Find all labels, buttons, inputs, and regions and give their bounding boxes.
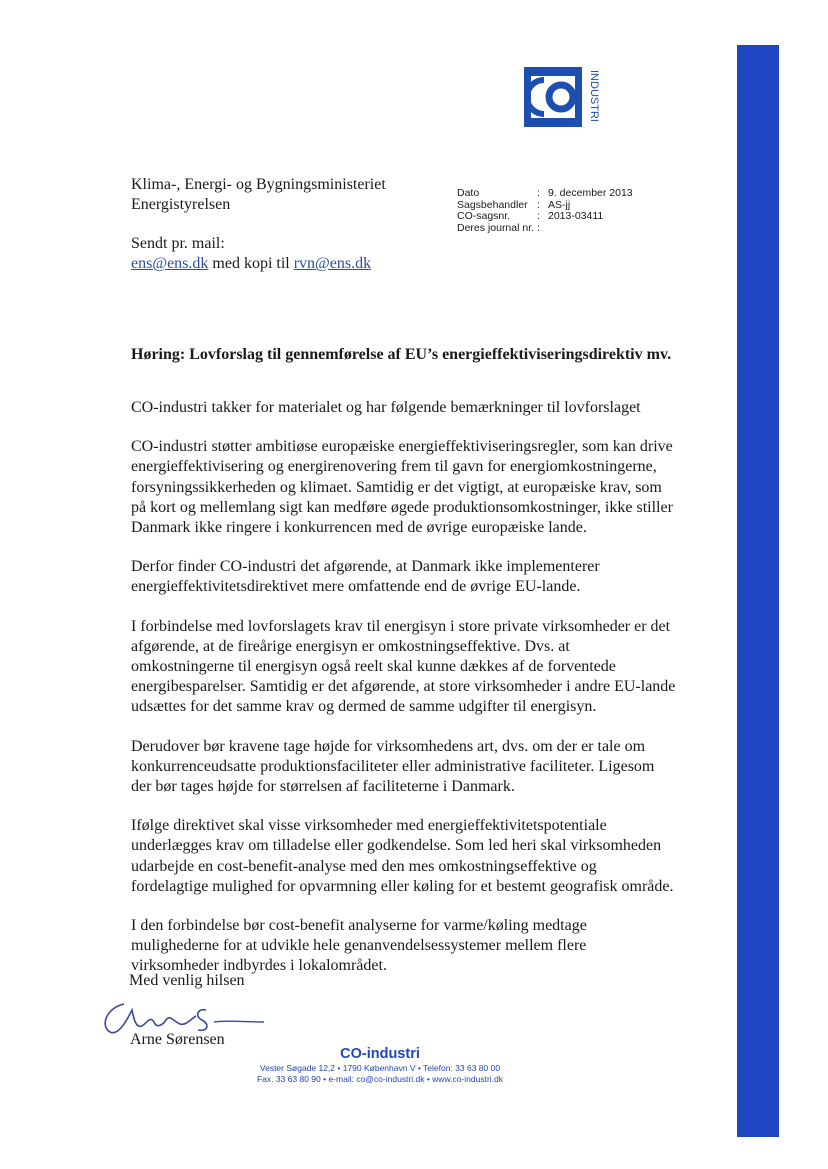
co-industri-logo bbox=[523, 66, 605, 128]
body-paragraph: Derudover bør kravene tage højde for virksomhedens art, dvs. om der er tale om konkurrenceudsatte produktionsfaciliteter eller administrative faciliteter. Ligesom der bør tages højde for størrelsen af faciliteterne i Danmark. bbox=[131, 737, 655, 796]
body-paragraph: CO-industri støtter ambitiøse europæiske energieffektiviseringsregler, som kan drive energieffektivisering og energirenovering frem til gavn for energiomkostningerne, forsyningssikkerheden og klimaet. Samtidig er det vigtigt, at europæiske krav, som på kort og mellemlang sigt kan medføre øgede produktionsomkostninger, ikke stiller Danmark ikke ringere i konkurrencen med de øvrige europæiske lande. bbox=[131, 438, 673, 537]
signer-name: Arne Sørensen bbox=[130, 1031, 225, 1048]
logo-side-text: INDUSTRI bbox=[588, 70, 600, 122]
sent-by-label: Sendt pr. mail: bbox=[131, 235, 225, 252]
closing-greeting: Med venlig hilsen bbox=[129, 972, 245, 989]
footer-address: Vester Søgade 12,2 • 1790 København V • Telefon: 33 63 80 00 bbox=[259, 1063, 501, 1073]
meta-label: Sagsbehandler bbox=[457, 198, 528, 211]
recipient-line-1: Klima-, Energi- og Bygningsministeriet bbox=[131, 176, 386, 193]
letter-body bbox=[131, 398, 676, 996]
meta-row-caseworker: Sagsbehandler : AS-jj bbox=[457, 198, 571, 211]
footer-org-name: CO-industri bbox=[340, 1046, 420, 1062]
body-paragraph: Ifølge direktivet skal visse virksomheder med energieffektivitetspotentiale underlægges krav om tilladelse eller godkendelse. Som led heri skal virksomheden udarbejde en cost-benefit-analyse med den mes omkostningseffektive og fordelagtige mulighed for opvarmning eller køling for et bestemt geografisk område. bbox=[131, 817, 674, 895]
brand-side-stripe bbox=[737, 45, 779, 1137]
meta-label: CO-sagsnr. bbox=[457, 210, 511, 222]
body-paragraph: Derfor finder CO-industri det afgørende, at Danmark ikke implementerer energieffektivitetsdirektivet mere omfattende end de øvrige EU-lande. bbox=[131, 558, 600, 596]
email-link-ens[interactable]: ens@ens.dk bbox=[131, 255, 209, 272]
recipient-address bbox=[131, 175, 386, 215]
meta-row-case-number: CO-sagsnr. : 2013-03411 bbox=[457, 210, 604, 222]
body-paragraph: CO-industri takker for materialet og har følgende bemærkninger til lovforslaget bbox=[131, 399, 641, 416]
case-metadata bbox=[457, 188, 633, 234]
letterhead-footer bbox=[190, 1045, 570, 1085]
delivery-info bbox=[131, 234, 371, 274]
meta-value: AS-jj bbox=[548, 198, 571, 211]
meta-label: Deres journal nr. bbox=[457, 221, 535, 234]
footer-contact: Fax. 33 63 80 90 • e-mail: co@co-industri.dk • www.co-industri.dk bbox=[256, 1074, 504, 1084]
meta-row-date: Dato : 9. december 2013 bbox=[457, 187, 633, 199]
meta-value: 2013-03411 bbox=[548, 210, 604, 222]
body-paragraph: I forbindelse med lovforslagets krav til energisyn i store private virksomheder er det afgørende, at de fireårige energisyn er omkostningseffektive. Dvs. at omkostningerne til energisyn også reelt skal kunne dækkes af de forventede energibesparelser. Samtidig er det afgørende, at store virksomheder i andre EU-lande udsættes for det samme krav og dermed de samme udgifter til energisyn. bbox=[131, 617, 676, 716]
meta-value: 9. december 2013 bbox=[548, 187, 633, 199]
body-paragraph: I den forbindelse bør cost-benefit analyserne for varme/køling medtage mulighederne for at udvikle hele genanvendelsessystemer mellem flere virksomheder indbyrdes i lokalområdet. bbox=[131, 917, 587, 975]
letter-subject: Høring: Lovforslag til gennemførelse af EU’s energieffektiviseringsdirektiv mv. bbox=[131, 346, 672, 363]
cc-text: med kopi til bbox=[208, 255, 294, 272]
meta-label: Dato bbox=[457, 187, 480, 199]
recipient-line-2: Energistyrelsen bbox=[131, 196, 231, 213]
meta-row-journal: Deres journal nr. : bbox=[457, 221, 540, 234]
email-link-rvn[interactable]: rvn@ens.dk bbox=[293, 255, 372, 272]
